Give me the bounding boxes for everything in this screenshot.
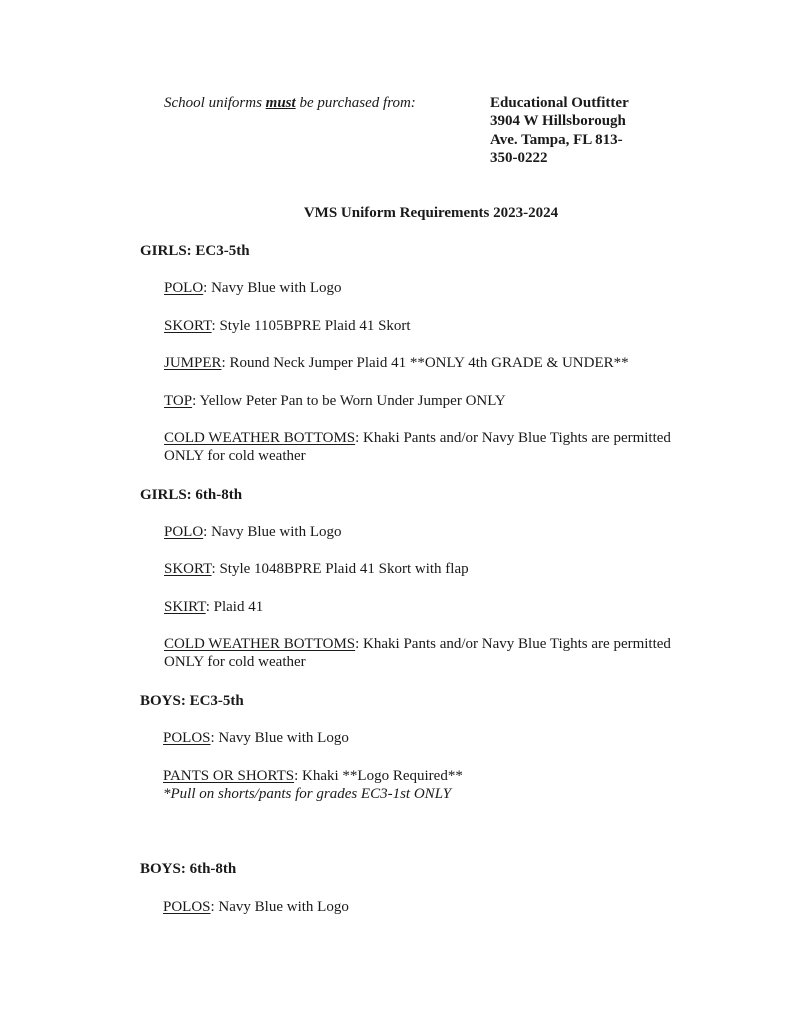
vendor-address-line2: Ave. Tampa, FL 813- (490, 131, 623, 148)
vendor-address-line1: 3904 W Hillsborough (490, 113, 626, 130)
item-label: COLD WEATHER BOTTOMS (164, 636, 356, 652)
item-label: SKORT (164, 318, 212, 334)
requirement-girls-ec3-top (164, 392, 704, 410)
item-label: POLO (164, 280, 204, 296)
requirement-girls-ec3-skort (164, 317, 704, 335)
section-heading-girls-ec3-5th: GIRLS: EC3-5th (140, 243, 250, 259)
requirement-boys-ec3-pants-or-shorts (163, 767, 703, 803)
item-label: TOP (164, 393, 193, 409)
item-text: : Navy Blue with Logo (203, 524, 342, 540)
purchase-instruction (164, 94, 416, 112)
item-label: POLOS (163, 899, 211, 915)
intro-text-post: be purchased from: (295, 95, 416, 111)
requirement-girls-ec3-cold-weather-bottoms (164, 429, 704, 465)
item-text: : Khaki Pants and/or Navy Blue Tights are permitted ONLY for cold weather (164, 430, 671, 464)
item-text: : Round Neck Jumper Plaid 41 **ONLY 4th GRADE & UNDER** (221, 355, 629, 371)
item-label: JUMPER (164, 355, 222, 371)
item-text: : Plaid 41 (205, 599, 264, 615)
requirement-girls-68-polo (164, 523, 704, 541)
item-label: POLO (164, 524, 204, 540)
item-label: POLOS (163, 730, 211, 746)
item-text: : Navy Blue with Logo (210, 730, 349, 746)
requirement-girls-68-cold-weather-bottoms (164, 635, 704, 671)
requirement-boys-ec3-polos (163, 729, 703, 747)
section-heading-boys-ec3-5th: BOYS: EC3-5th (140, 693, 244, 709)
item-text: : Khaki Pants and/or Navy Blue Tights are permitted ONLY for cold weather (164, 636, 671, 670)
item-text: : Style 1105BPRE Plaid 41 Skort (211, 318, 411, 334)
vendor-address-line3: 350-0222 (490, 149, 548, 166)
requirement-girls-68-skirt (164, 598, 704, 616)
requirement-girls-ec3-polo (164, 279, 704, 297)
intro-text-pre: School uniforms (164, 95, 266, 111)
item-label: COLD WEATHER BOTTOMS (164, 430, 356, 446)
requirement-boys-68-polos (163, 898, 703, 916)
pull-on-note: *Pull on shorts/pants for grades EC3-1st ONLY (163, 786, 452, 802)
document-title: VMS Uniform Requirements 2023-2024 (303, 205, 559, 221)
vendor-name: Educational Outfitter (490, 95, 629, 111)
item-text: : Yellow Peter Pan to be Worn Under Jumper ONLY (192, 393, 506, 409)
item-label: SKORT (164, 561, 212, 577)
section-heading-girls-6th-8th: GIRLS: 6th-8th (140, 487, 243, 503)
item-label: PANTS OR SHORTS (163, 768, 295, 784)
section-heading-boys-6th-8th: BOYS: 6th-8th (140, 861, 237, 877)
item-label: SKIRT (164, 599, 206, 615)
requirement-girls-ec3-jumper (164, 354, 704, 372)
item-text: : Khaki **Logo Required** (294, 768, 463, 784)
vendor-address-block (490, 94, 640, 167)
item-text: : Navy Blue with Logo (203, 280, 342, 296)
intro-emphasis-must: must (265, 95, 296, 111)
item-text: : Navy Blue with Logo (210, 899, 349, 915)
requirement-girls-68-skort (164, 560, 704, 578)
item-text: : Style 1048BPRE Plaid 41 Skort with flap (211, 561, 469, 577)
